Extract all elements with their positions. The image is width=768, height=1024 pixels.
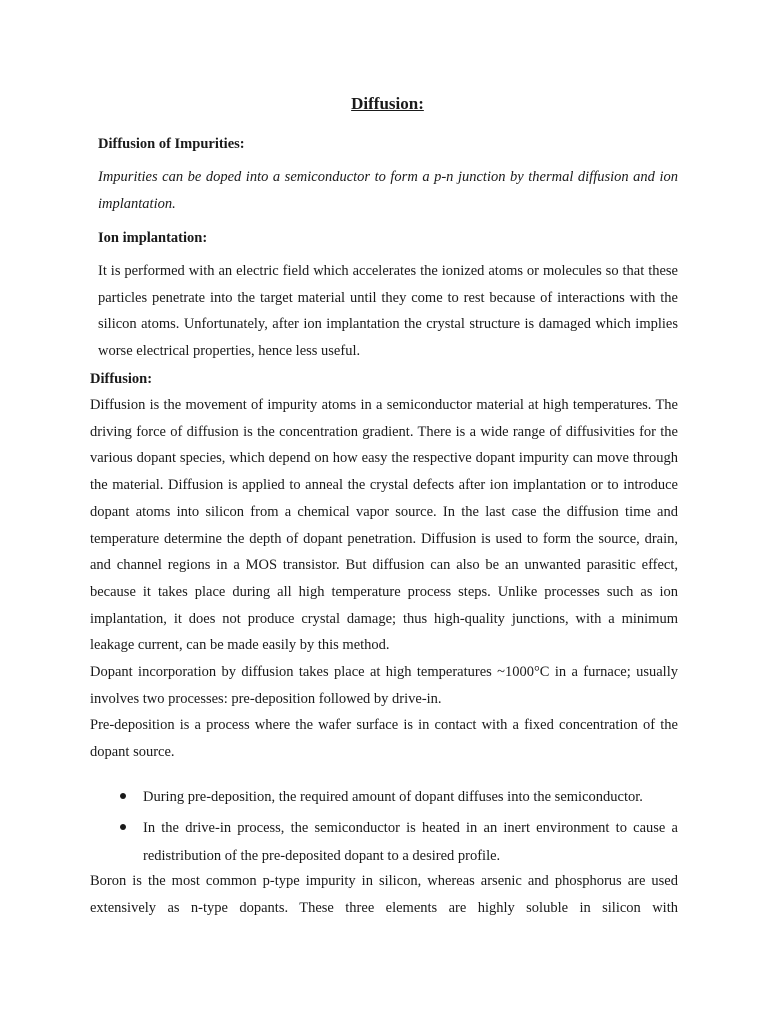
bullet-icon xyxy=(120,824,126,830)
ion-implantation-paragraph: It is performed with an electric field which accelerates the ionized atoms or molecules so that these particles penetrate into the target material until they come to rest because of interactions with the silicon atoms. Unfortunately, after ion implantation the crystal structure is damaged which implies worse electrical properties, hence less useful. xyxy=(98,263,678,360)
bullet-text: During pre-deposition, the required amount of dopant diffuses into the semiconductor. xyxy=(143,789,643,805)
diffusion-paragraph-4: Boron is the most common p-type impurity in silicon, whereas arsenic and phosphorus are used extensively as n-type dopants. These three elements are highly soluble in silicon with xyxy=(90,873,678,916)
diffusion-paragraph-3: Pre-deposition is a process where the wafer surface is in contact with a fixed concentration of the dopant source. xyxy=(90,717,678,760)
diffusion-paragraph-2: Dopant incorporation by diffusion takes place at high temperatures ~1000°C in a furnace; usually involves two processes: pre-deposition followed by drive-in. xyxy=(90,664,678,707)
list-item xyxy=(90,814,678,870)
section-heading-ion-implantation: Ion implantation: xyxy=(98,230,208,246)
intro-paragraph: Impurities can be doped into a semiconductor to form a p-n junction by thermal diffusion and ion implantation. xyxy=(98,169,678,212)
section-heading-diffusion-of-impurities: Diffusion of Impurities: xyxy=(98,136,245,152)
diffusion-paragraph-1: Diffusion is the movement of impurity atoms in a semiconductor material at high temperatures. The driving force of diffusion is the concentration gradient. There is a wide range of diffusivities for the various dopant species, which depend on how easy the respective dopant impurity can move through the material. Diffusion is applied to anneal the crystal defects after ion implantation or to introduce dopant atoms into silicon from a chemical vapor source. In the last case the diffusion time and temperature determine the depth of dopant penetration. Diffusion is used to form the source, drain, and channel regions in a MOS transistor. But diffusion can also be an unwanted parasitic effect, because it takes place during all high temperature process steps. Unlike processes such as ion implantation, it does not produce crystal damage; thus high-quality junctions, with a minimum leakage current, can be made easily by this method. xyxy=(90,397,678,654)
bullet-icon xyxy=(120,793,126,799)
process-bullet-list xyxy=(90,783,678,873)
list-item xyxy=(90,783,678,811)
bullet-text: In the drive-in process, the semiconductor is heated in an inert environment to cause a redistribution of the pre-deposited dopant to a desired profile. xyxy=(143,820,678,864)
page-title: Diffusion: xyxy=(351,94,424,113)
section-heading-diffusion: Diffusion: xyxy=(90,371,153,387)
